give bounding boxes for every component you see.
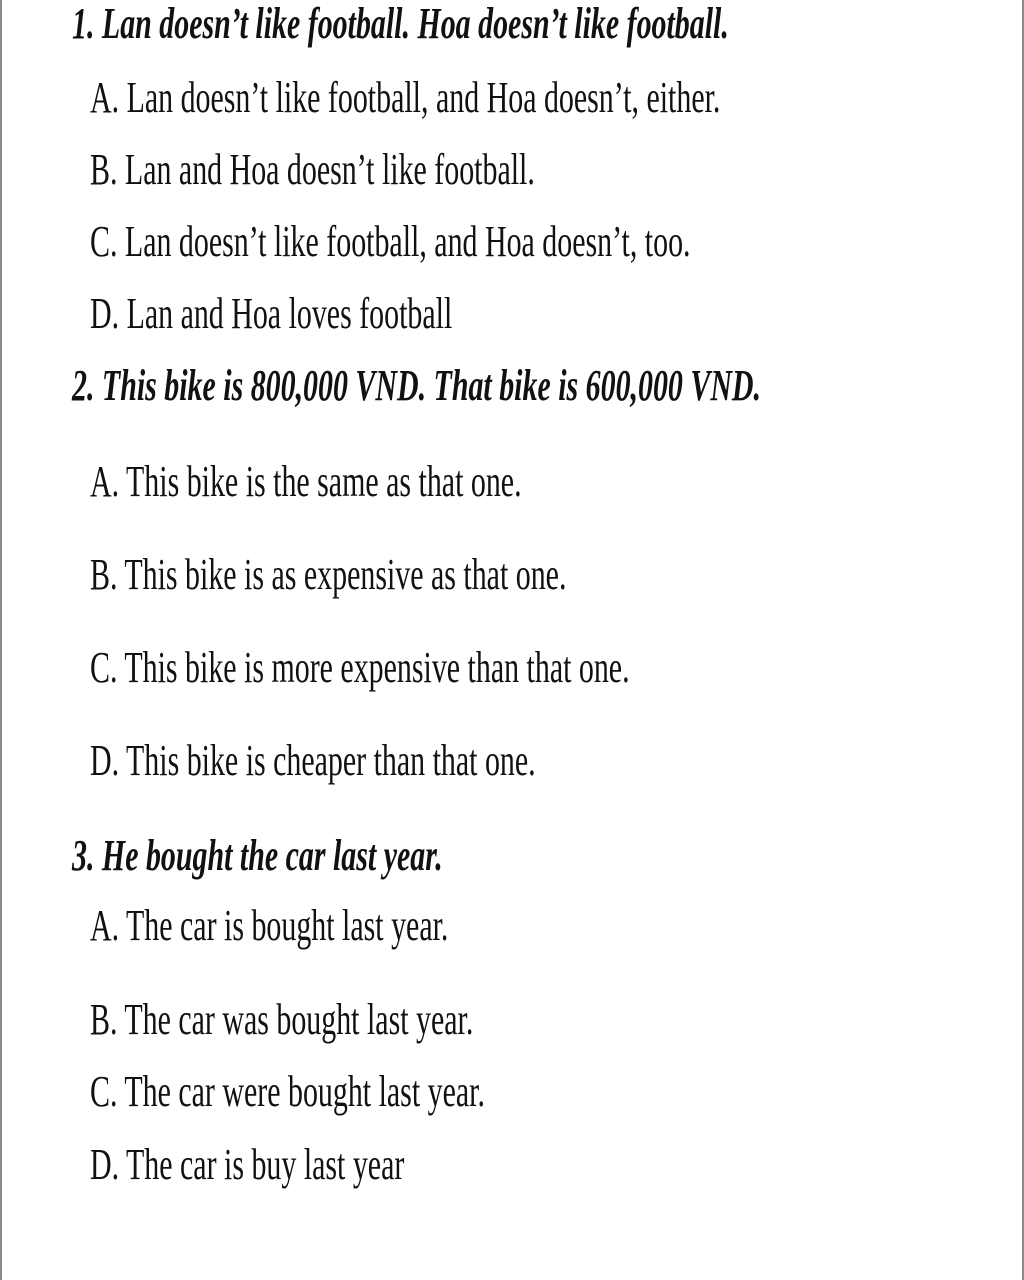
question-1-option-a: A. Lan doesn’t like football, and Hoa doesn’t, either. — [90, 73, 721, 122]
question-3-option-a: A. The car is bought last year. — [90, 901, 449, 950]
question-2-option-b: B. This bike is as expensive as that one. — [90, 550, 567, 599]
question-2-option-d: D. This bike is cheaper than that one. — [90, 736, 536, 785]
question-2-prompt: 2. This bike is 800,000 VND. That bike is 600,000 VND. — [72, 361, 762, 410]
question-1-option-d: D. Lan and Hoa loves football — [90, 289, 453, 338]
question-3-option-b: B. The car was bought last year. — [90, 995, 474, 1044]
question-1-prompt: 1. Lan doesn’t like football. Hoa doesn’t like football. — [72, 0, 729, 48]
question-3-prompt: 3. He bought the car last year. — [72, 831, 443, 880]
question-1-option-c: C. Lan doesn’t like football, and Hoa doesn’t, too. — [90, 217, 691, 266]
question-1-option-b: B. Lan and Hoa doesn’t like football. — [90, 145, 535, 194]
question-2-option-a: A. This bike is the same as that one. — [90, 457, 522, 506]
question-3-option-d: D. The car is buy last year — [90, 1140, 405, 1189]
question-2-option-c: C. This bike is more expensive than that one. — [90, 643, 630, 692]
question-3-option-c: C. The car were bought last year. — [90, 1067, 485, 1116]
